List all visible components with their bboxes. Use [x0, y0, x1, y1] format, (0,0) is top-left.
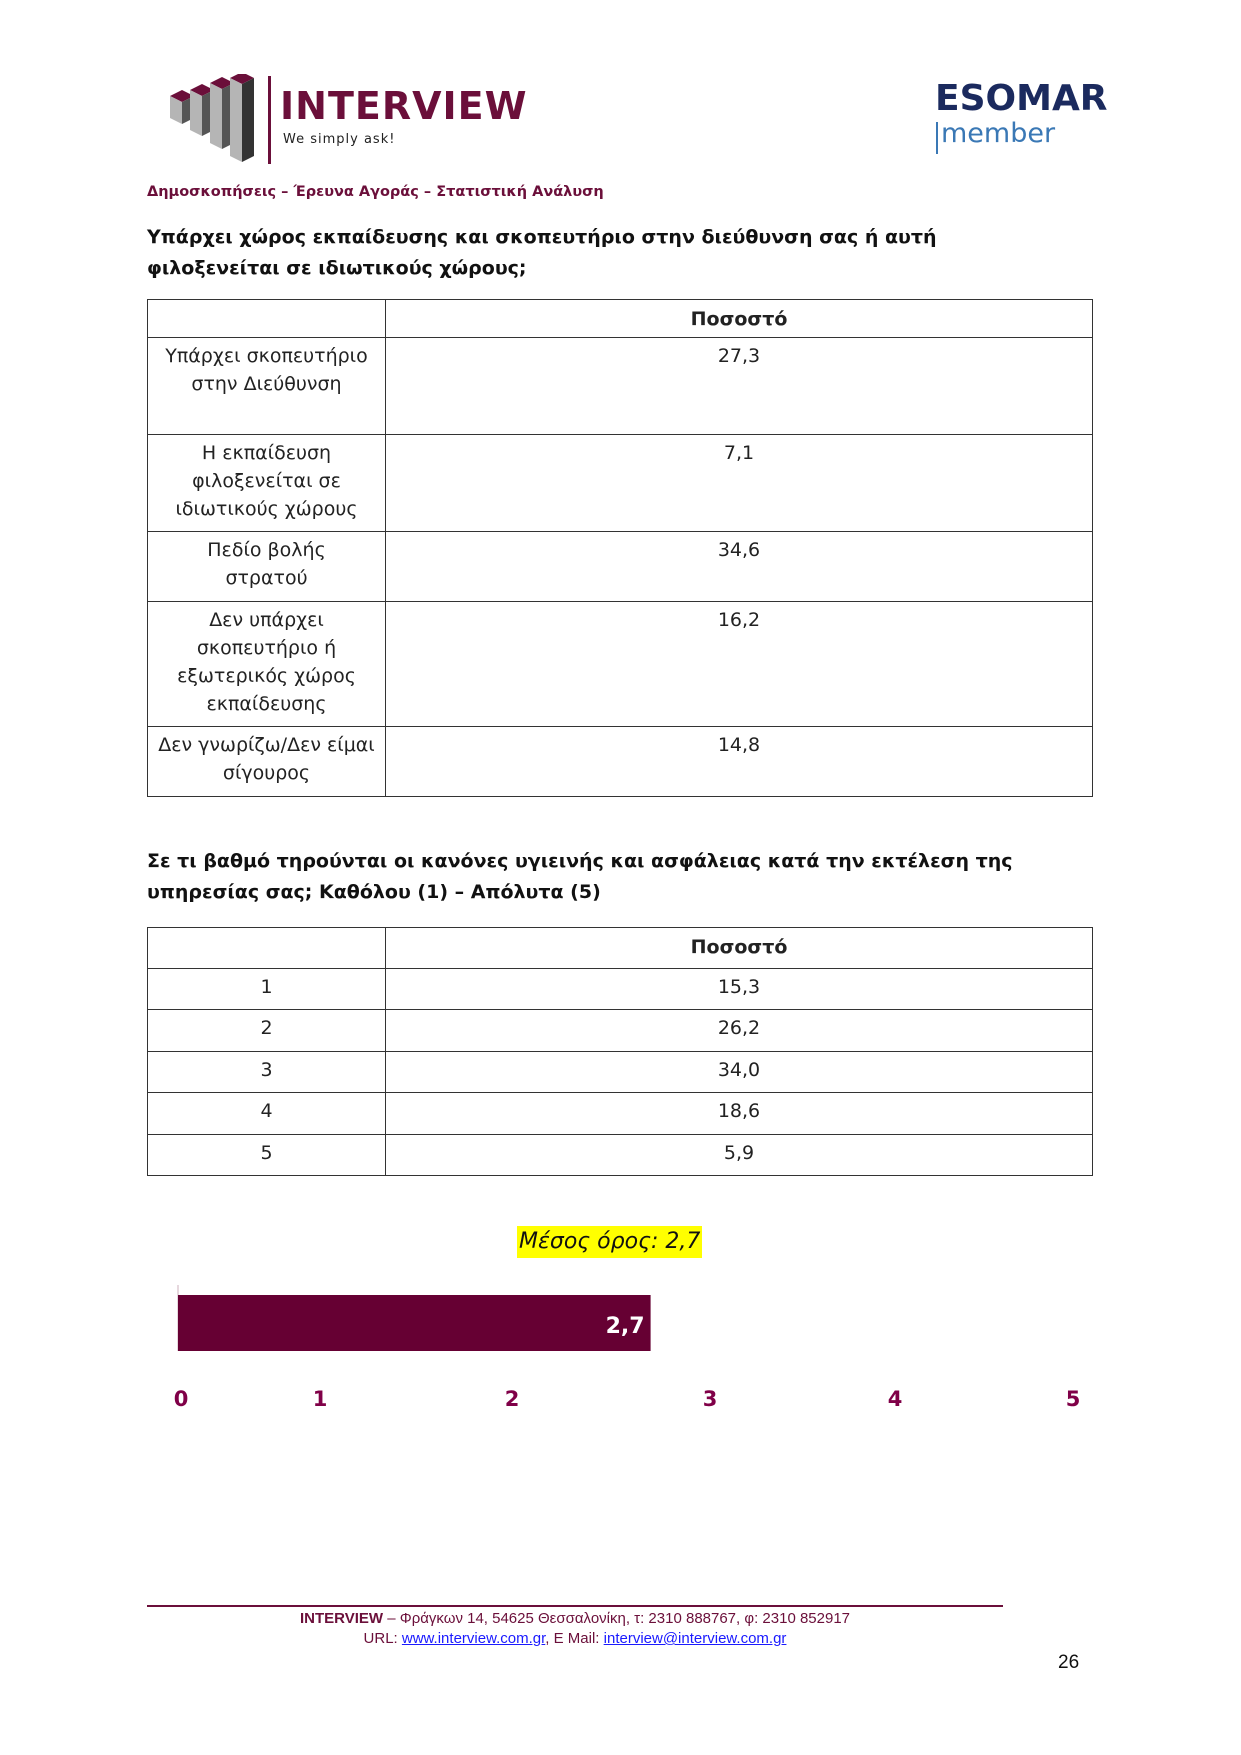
table-row	[148, 969, 1093, 1010]
footer-address-line	[147, 1609, 1003, 1629]
question-2-table	[147, 927, 1093, 1176]
esomar-bar	[936, 122, 938, 154]
row-label: Πεδίο βολής στρατού	[148, 532, 386, 602]
footer-company: INTERVIEW	[299, 1610, 384, 1627]
row-value: 7,1	[386, 435, 1093, 532]
row-value: 34,6	[386, 532, 1093, 602]
bar-chart-logo-icon	[168, 74, 260, 166]
company-tagline: Δημοσκοπήσεις – Έρευνα Αγοράς – Στατιστική Ανάλυση	[147, 184, 604, 200]
footer-contact-line	[147, 1629, 1003, 1649]
row-label: 2	[148, 1010, 386, 1052]
website-link[interactable]: www.interview.com.gr	[401, 1630, 546, 1647]
footer-email-label: , E Mail:	[545, 1630, 604, 1647]
row-value: 15,3	[386, 969, 1093, 1010]
footer	[147, 1609, 1003, 1649]
row-value: 5,9	[386, 1135, 1093, 1176]
table-row	[148, 727, 1093, 797]
logo-tagline: We simply ask!	[283, 132, 396, 147]
column-header-percentage: Ποσοστό	[386, 928, 1093, 969]
header-empty-cell	[148, 300, 386, 338]
row-label: 4	[148, 1093, 386, 1135]
email-link[interactable]: interview@interview.com.gr	[603, 1630, 787, 1647]
row-label: 5	[148, 1135, 386, 1176]
row-value: 14,8	[386, 727, 1093, 797]
table-row	[148, 338, 1093, 435]
question-1-title: Υπάρχει χώρος εκπαίδευσης και σκοπευτήριο στην διεύθυνση σας ή αυτή φιλοξενείται σε ιδιωτικούς χώρους;	[147, 226, 937, 279]
row-value: 16,2	[386, 602, 1093, 727]
row-value: 27,3	[386, 338, 1093, 435]
logo-name: INTERVIEW	[280, 84, 528, 128]
table-row	[148, 1135, 1093, 1176]
x-tick-label: 5	[1065, 1387, 1081, 1411]
row-label: Υπάρχει σκοπευτήριο στην Διεύθυνση	[148, 338, 386, 435]
mean-score-chart	[150, 1282, 1110, 1412]
question-2-title: Σε τι βαθμό τηρούνται οι κανόνες υγιεινής και ασφάλειας κατά την εκτέλεση της υπηρεσίας σας; Καθόλου (1) – Απόλυτα (5)	[147, 850, 1013, 903]
table-header-row	[148, 928, 1093, 969]
interview-logo	[168, 74, 548, 166]
table-row	[148, 1052, 1093, 1093]
row-label: 1	[148, 969, 386, 1010]
x-tick-label: 0	[173, 1387, 189, 1411]
footer-url-label: URL:	[363, 1630, 402, 1647]
row-label: Δεν γνωρίζω/Δεν είμαι σίγουρος	[148, 727, 386, 797]
table-row	[148, 1010, 1093, 1052]
row-label: Δεν υπάρχει σκοπευτήριο ή εξωτερικός χώρος εκπαίδευσης	[148, 602, 386, 727]
page-number: 26	[1058, 1652, 1080, 1673]
table-row	[148, 435, 1093, 532]
row-value: 18,6	[386, 1093, 1093, 1135]
x-tick-label: 4	[887, 1387, 903, 1411]
esomar-member: member	[941, 118, 1056, 149]
column-header-percentage: Ποσοστό	[386, 300, 1093, 338]
esomar-logo	[935, 78, 1115, 158]
esomar-name: ESOMAR	[935, 78, 1108, 119]
footer-divider	[147, 1605, 1003, 1607]
question-1-table	[147, 299, 1093, 797]
row-label: 3	[148, 1052, 386, 1093]
logo-divider	[268, 76, 271, 164]
mean-bar	[178, 1295, 651, 1351]
bar-value-label: 2,7	[605, 1314, 645, 1339]
table-header-row	[148, 300, 1093, 338]
mean-score-label: Μέσος όρος: 2,7	[517, 1226, 702, 1258]
table-row	[148, 602, 1093, 727]
x-tick-label: 1	[312, 1387, 328, 1411]
footer-address: – Φράγκων 14, 54625 Θεσσαλονίκη, τ: 2310 888767, φ: 2310 852917	[383, 1610, 851, 1627]
row-value: 26,2	[386, 1010, 1093, 1052]
x-tick-label: 3	[702, 1387, 718, 1411]
row-value: 34,0	[386, 1052, 1093, 1093]
header-empty-cell	[148, 928, 386, 969]
table-row	[148, 532, 1093, 602]
x-tick-label: 2	[504, 1387, 520, 1411]
row-label: Η εκπαίδευση φιλοξενείται σε ιδιωτικούς χώρους	[148, 435, 386, 532]
table-row	[148, 1093, 1093, 1135]
